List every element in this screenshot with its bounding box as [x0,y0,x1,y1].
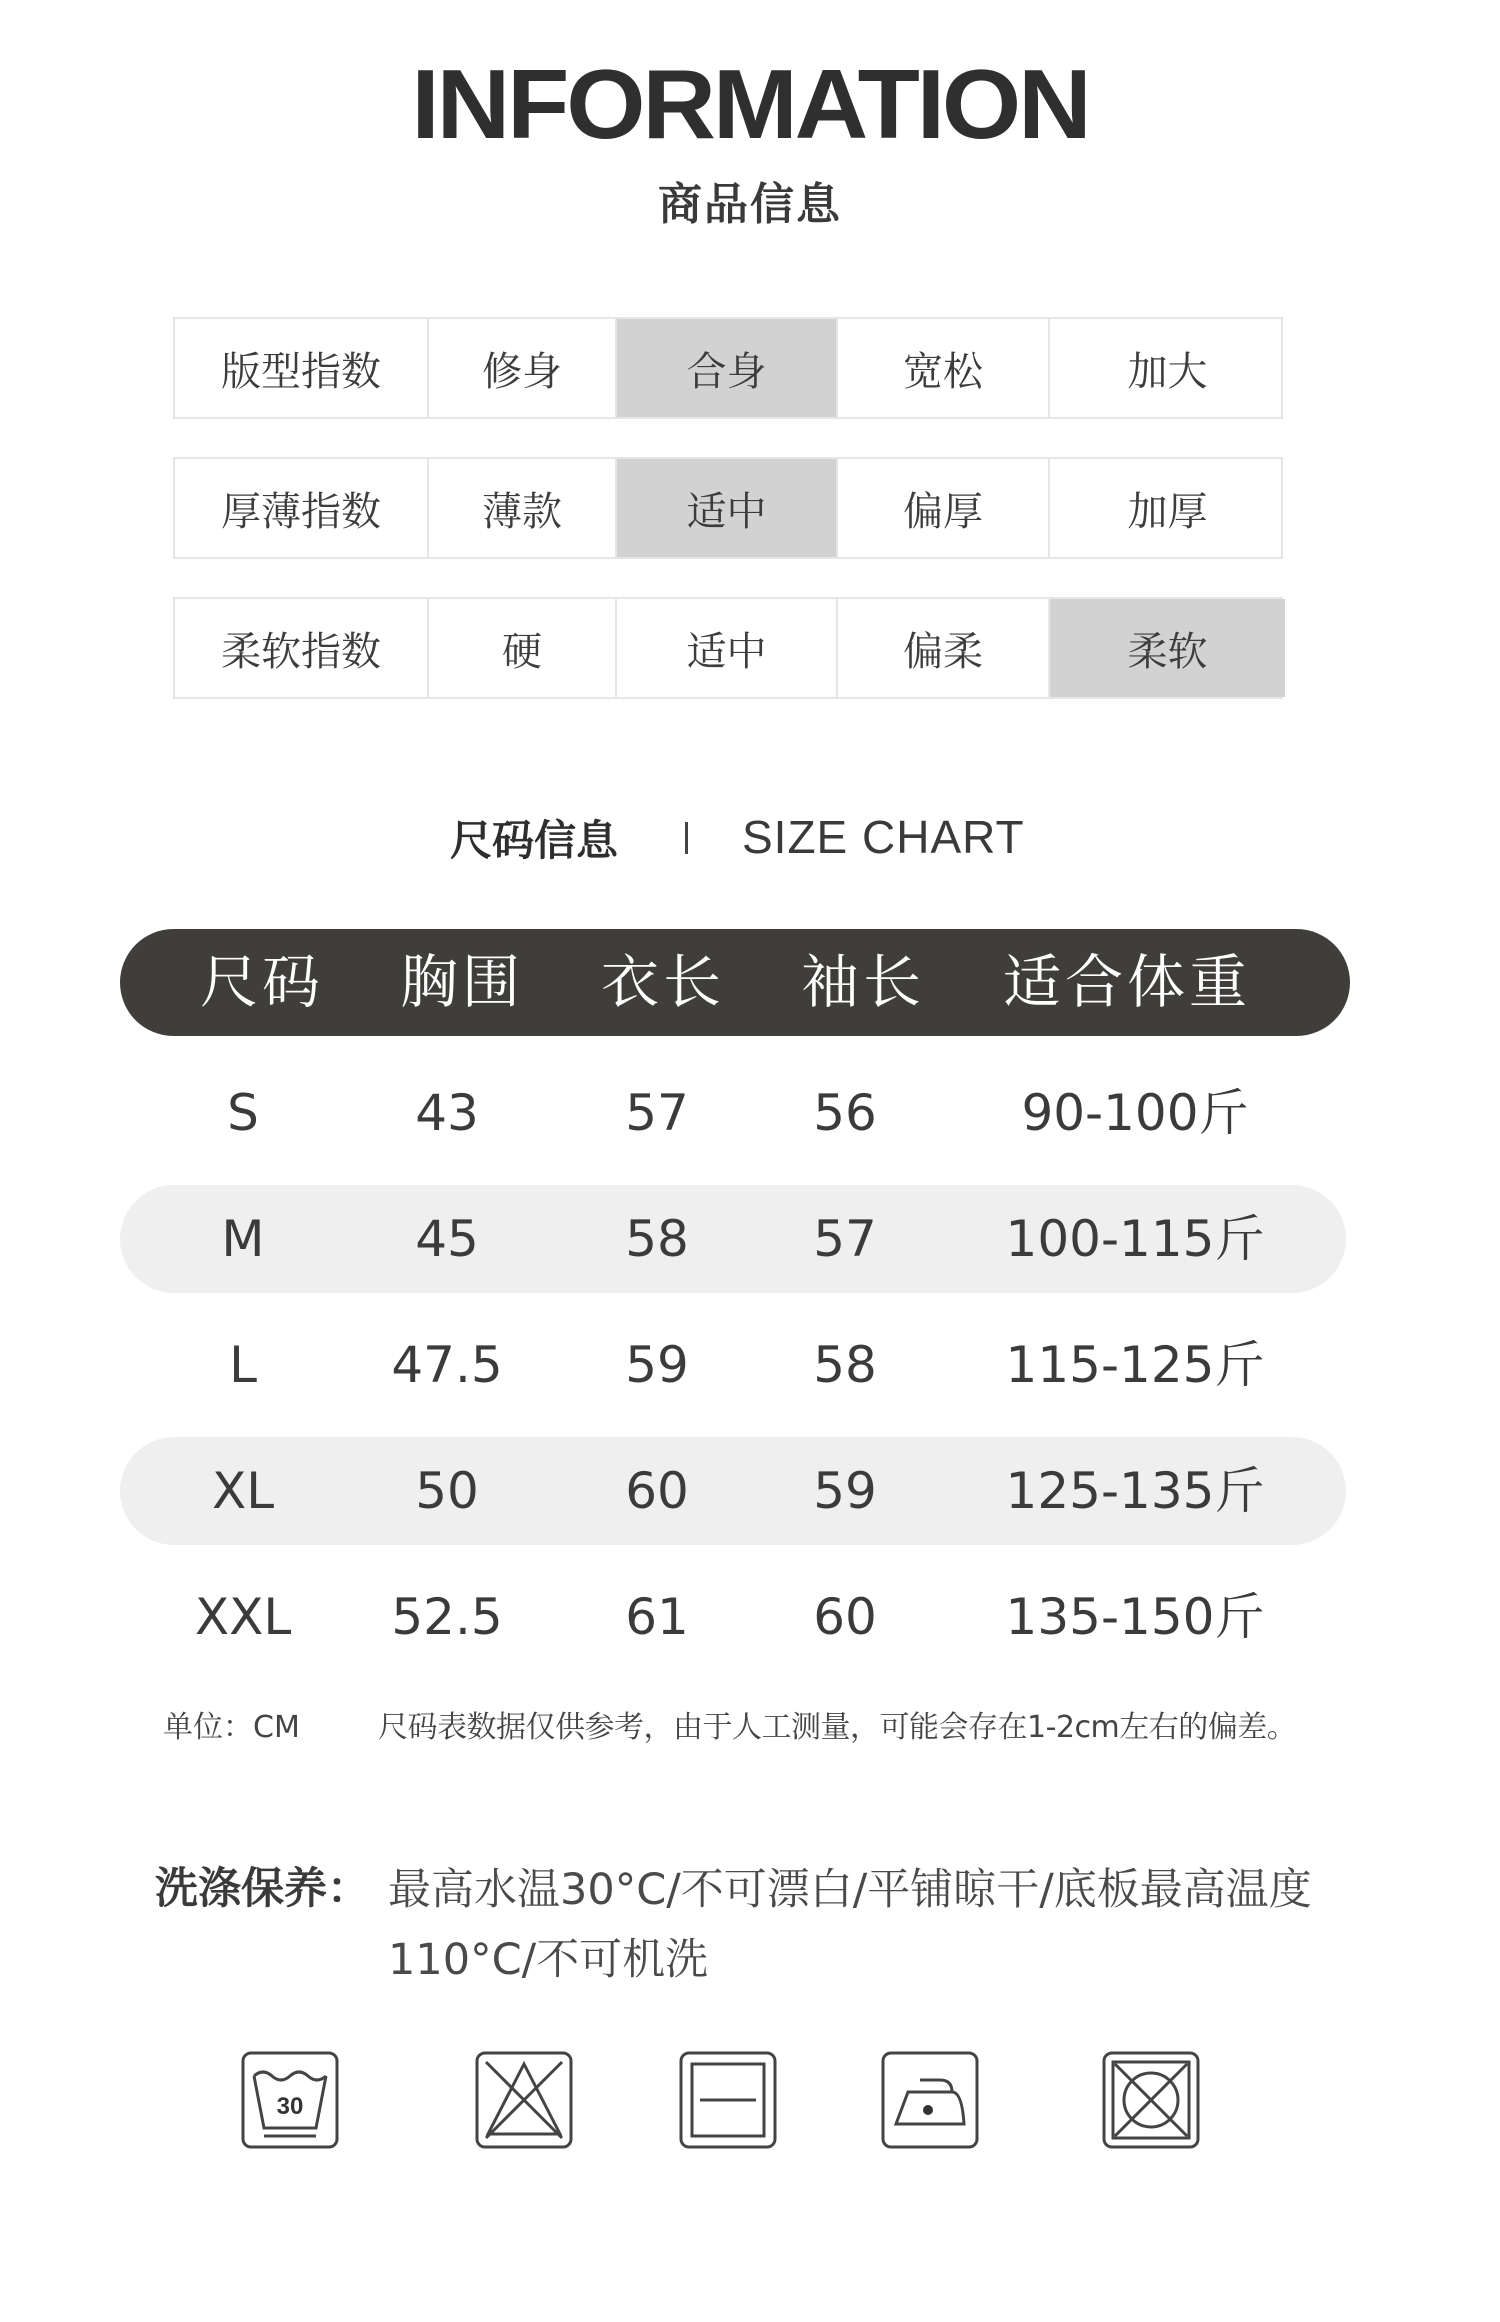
index-option: 加厚 [1127,488,1208,535]
table-cell: 90-100斤 [1021,1084,1249,1142]
size-chart-heading [0,808,1500,868]
index-option: 偏厚 [838,459,1050,557]
table-cell: 45 [415,1210,479,1268]
table-cell: S [227,1084,259,1142]
care-instructions: 最高水温30°C/不可漂白/平铺晾干/底板最高温度110°C/不可机洗 [388,1865,1312,1985]
table-cell: 56 [813,1084,877,1142]
table-cell: 58 [813,1336,877,1394]
table-cell: 59 [625,1336,689,1394]
column-header: 适合体重 [1003,948,1252,1016]
column-header: 衣长 [601,948,726,1016]
table-row [120,1563,1346,1671]
softness-index-row [173,597,1283,699]
measurement-disclaimer: 尺码表数据仅供参考，由于人工测量，可能会存在1-2cm左右的偏差。 [378,1710,1297,1745]
fit-index-row [173,317,1283,419]
table-row [120,1059,1346,1167]
table-cell: 135-150斤 [1005,1588,1265,1646]
index-label: 版型指数 [175,319,429,417]
index-option: 修身 [429,319,617,417]
index-option: 适中 [617,599,838,697]
thickness-index-row [173,457,1283,559]
index-option-selected: 柔软 [1050,599,1285,697]
table-cell: XXL [194,1588,292,1646]
unit-note: 单位：CM [163,1710,300,1745]
index-option: 硬 [429,599,617,697]
no-tumble-dry-icon [1101,2050,1201,2150]
table-cell: 52.5 [391,1588,503,1646]
table-cell: 47.5 [391,1336,503,1394]
table-row [120,1437,1346,1545]
care-label: 洗涤保养： [155,1864,370,1914]
index-option-selected: 合身 [617,319,838,417]
table-row [120,1185,1346,1293]
table-cell: 60 [813,1588,877,1646]
table-cell: 100-115斤 [1005,1210,1265,1268]
index-label: 厚薄指数 [175,459,429,557]
table-cell: L [229,1336,257,1394]
page-subtitle: 商品信息 [658,179,842,230]
table-cell: 125-135斤 [1005,1462,1265,1520]
table-cell: 43 [415,1084,479,1142]
size-chart-divider [685,822,688,854]
table-cell: 58 [625,1210,689,1268]
column-header: 胸围 [400,948,525,1016]
table-cell: 57 [625,1084,689,1142]
index-option: 宽松 [838,319,1050,417]
index-option: 加大 [1127,348,1208,395]
table-cell: 61 [625,1588,689,1646]
wash-30-icon [240,2050,340,2150]
table-row [120,1311,1346,1419]
index-option-selected: 适中 [617,459,838,557]
table-cell: 59 [813,1462,877,1520]
wash-temp-label: 30 [276,2093,304,2120]
dry-flat-icon [678,2050,778,2150]
column-header: 袖长 [801,948,926,1016]
table-cell: 57 [813,1210,877,1268]
index-option: 薄款 [429,459,617,557]
index-label: 柔软指数 [175,599,429,697]
size-chart-title-cn: 尺码信息 [450,816,619,865]
table-cell: 60 [625,1462,689,1520]
size-table-header [120,929,1350,1036]
iron-medium-icon [880,2050,980,2150]
table-cell: M [221,1210,265,1268]
index-option: 偏柔 [838,599,1050,697]
size-chart-title-en: SIZE CHART [742,811,1025,863]
column-header: 尺码 [200,948,325,1016]
table-cell: 50 [415,1462,479,1520]
page-title: INFORMATION [411,49,1089,159]
table-cell: 115-125斤 [1005,1336,1265,1394]
no-bleach-icon [474,2050,574,2150]
table-cell: XL [211,1462,275,1520]
